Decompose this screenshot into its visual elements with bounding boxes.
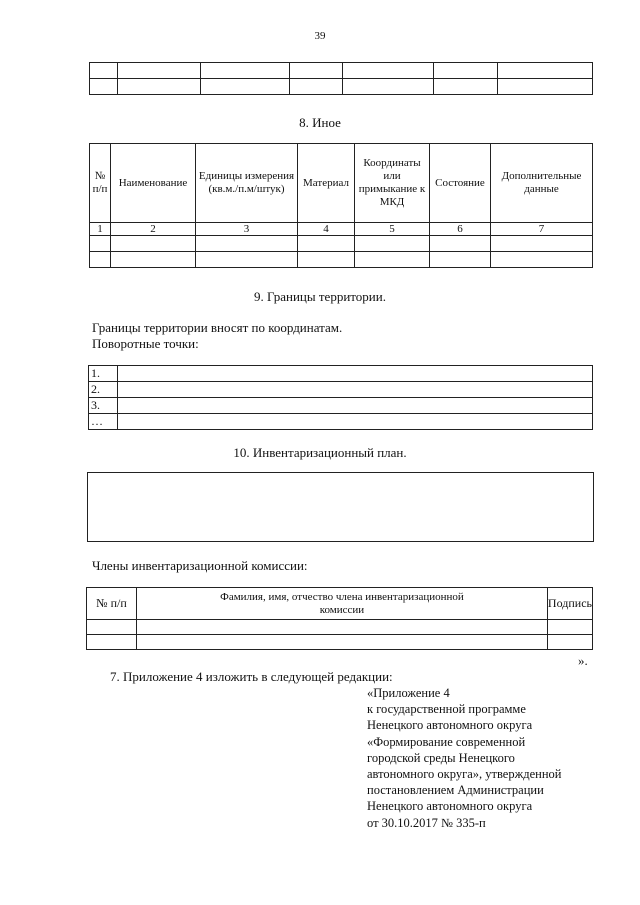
point-label: … bbox=[89, 414, 118, 430]
appendix-line: автономного округа», утвержденной bbox=[367, 767, 562, 782]
appendix-line: Ненецкого автономного округа bbox=[367, 718, 533, 733]
item7-text: 7. Приложение 4 изложить в следующей редакции: bbox=[110, 669, 393, 684]
table-row bbox=[89, 398, 593, 414]
section9-title: 9. Границы территории. bbox=[254, 289, 386, 304]
col-header-coordinates: Координаты или примыкание к МКД bbox=[355, 144, 430, 223]
table-row bbox=[90, 252, 593, 268]
col-header-signature: Подпись bbox=[547, 588, 592, 620]
appendix-line: «Приложение 4 bbox=[367, 686, 450, 700]
table-row bbox=[89, 366, 593, 382]
appendix-line: Ненецкого автономного округа bbox=[367, 799, 533, 814]
col-header-name: Наименование bbox=[111, 144, 196, 223]
turning-points-table bbox=[88, 365, 593, 430]
col-number-3: 3 bbox=[196, 223, 298, 236]
col-header-number: № п/п bbox=[90, 144, 111, 223]
point-label: 1. bbox=[89, 366, 118, 382]
carryover-table bbox=[89, 62, 593, 95]
appendix-line: «Формирование современной bbox=[367, 734, 526, 749]
col-number-2: 2 bbox=[111, 223, 196, 236]
col-number-7: 7 bbox=[491, 223, 593, 236]
col-number-4: 4 bbox=[298, 223, 355, 236]
col-number-1: 1 bbox=[90, 223, 111, 236]
inventory-plan-box bbox=[87, 472, 594, 542]
commission-table bbox=[86, 587, 593, 650]
appendix-line: городской среды Ненецкого bbox=[367, 750, 515, 765]
col-header-material: Материал bbox=[298, 144, 355, 223]
col-header-number: № п/п bbox=[87, 588, 137, 620]
section9-line2: Поворотные точки: bbox=[92, 336, 199, 351]
appendix-line: от 30.10.2017 № 335-п bbox=[367, 815, 486, 830]
appendix-line: постановлением Администрации bbox=[367, 783, 544, 798]
appendix-header bbox=[367, 685, 561, 831]
section8-table bbox=[89, 143, 593, 268]
point-label: 3. bbox=[89, 398, 118, 414]
section9-line1: Границы территории вносят по координатам. bbox=[92, 320, 343, 335]
col-header-additional: Дополнительные данные bbox=[491, 144, 593, 223]
table-row bbox=[87, 620, 593, 635]
table-row bbox=[87, 635, 593, 650]
section10-title: 10. Инвентаризационный план. bbox=[233, 445, 407, 460]
page-number: 39 bbox=[314, 30, 326, 42]
table-row bbox=[89, 414, 593, 430]
closing-quote: ». bbox=[578, 653, 588, 668]
point-label: 2. bbox=[89, 382, 118, 398]
section8-title: 8. Иное bbox=[299, 115, 341, 130]
col-number-5: 5 bbox=[355, 223, 430, 236]
col-header-fullname: Фамилия, имя, отчество члена инвентаризационной комиссии bbox=[137, 588, 548, 620]
table-row bbox=[89, 382, 593, 398]
commission-title: Члены инвентаризационной комиссии: bbox=[92, 558, 308, 573]
table-row bbox=[90, 236, 593, 252]
col-header-state: Состояние bbox=[430, 144, 491, 223]
col-header-units: Единицы измерения (кв.м./п.м/штук) bbox=[196, 144, 298, 223]
col-number-6: 6 bbox=[430, 223, 491, 236]
appendix-line: к государственной программе bbox=[367, 702, 526, 717]
